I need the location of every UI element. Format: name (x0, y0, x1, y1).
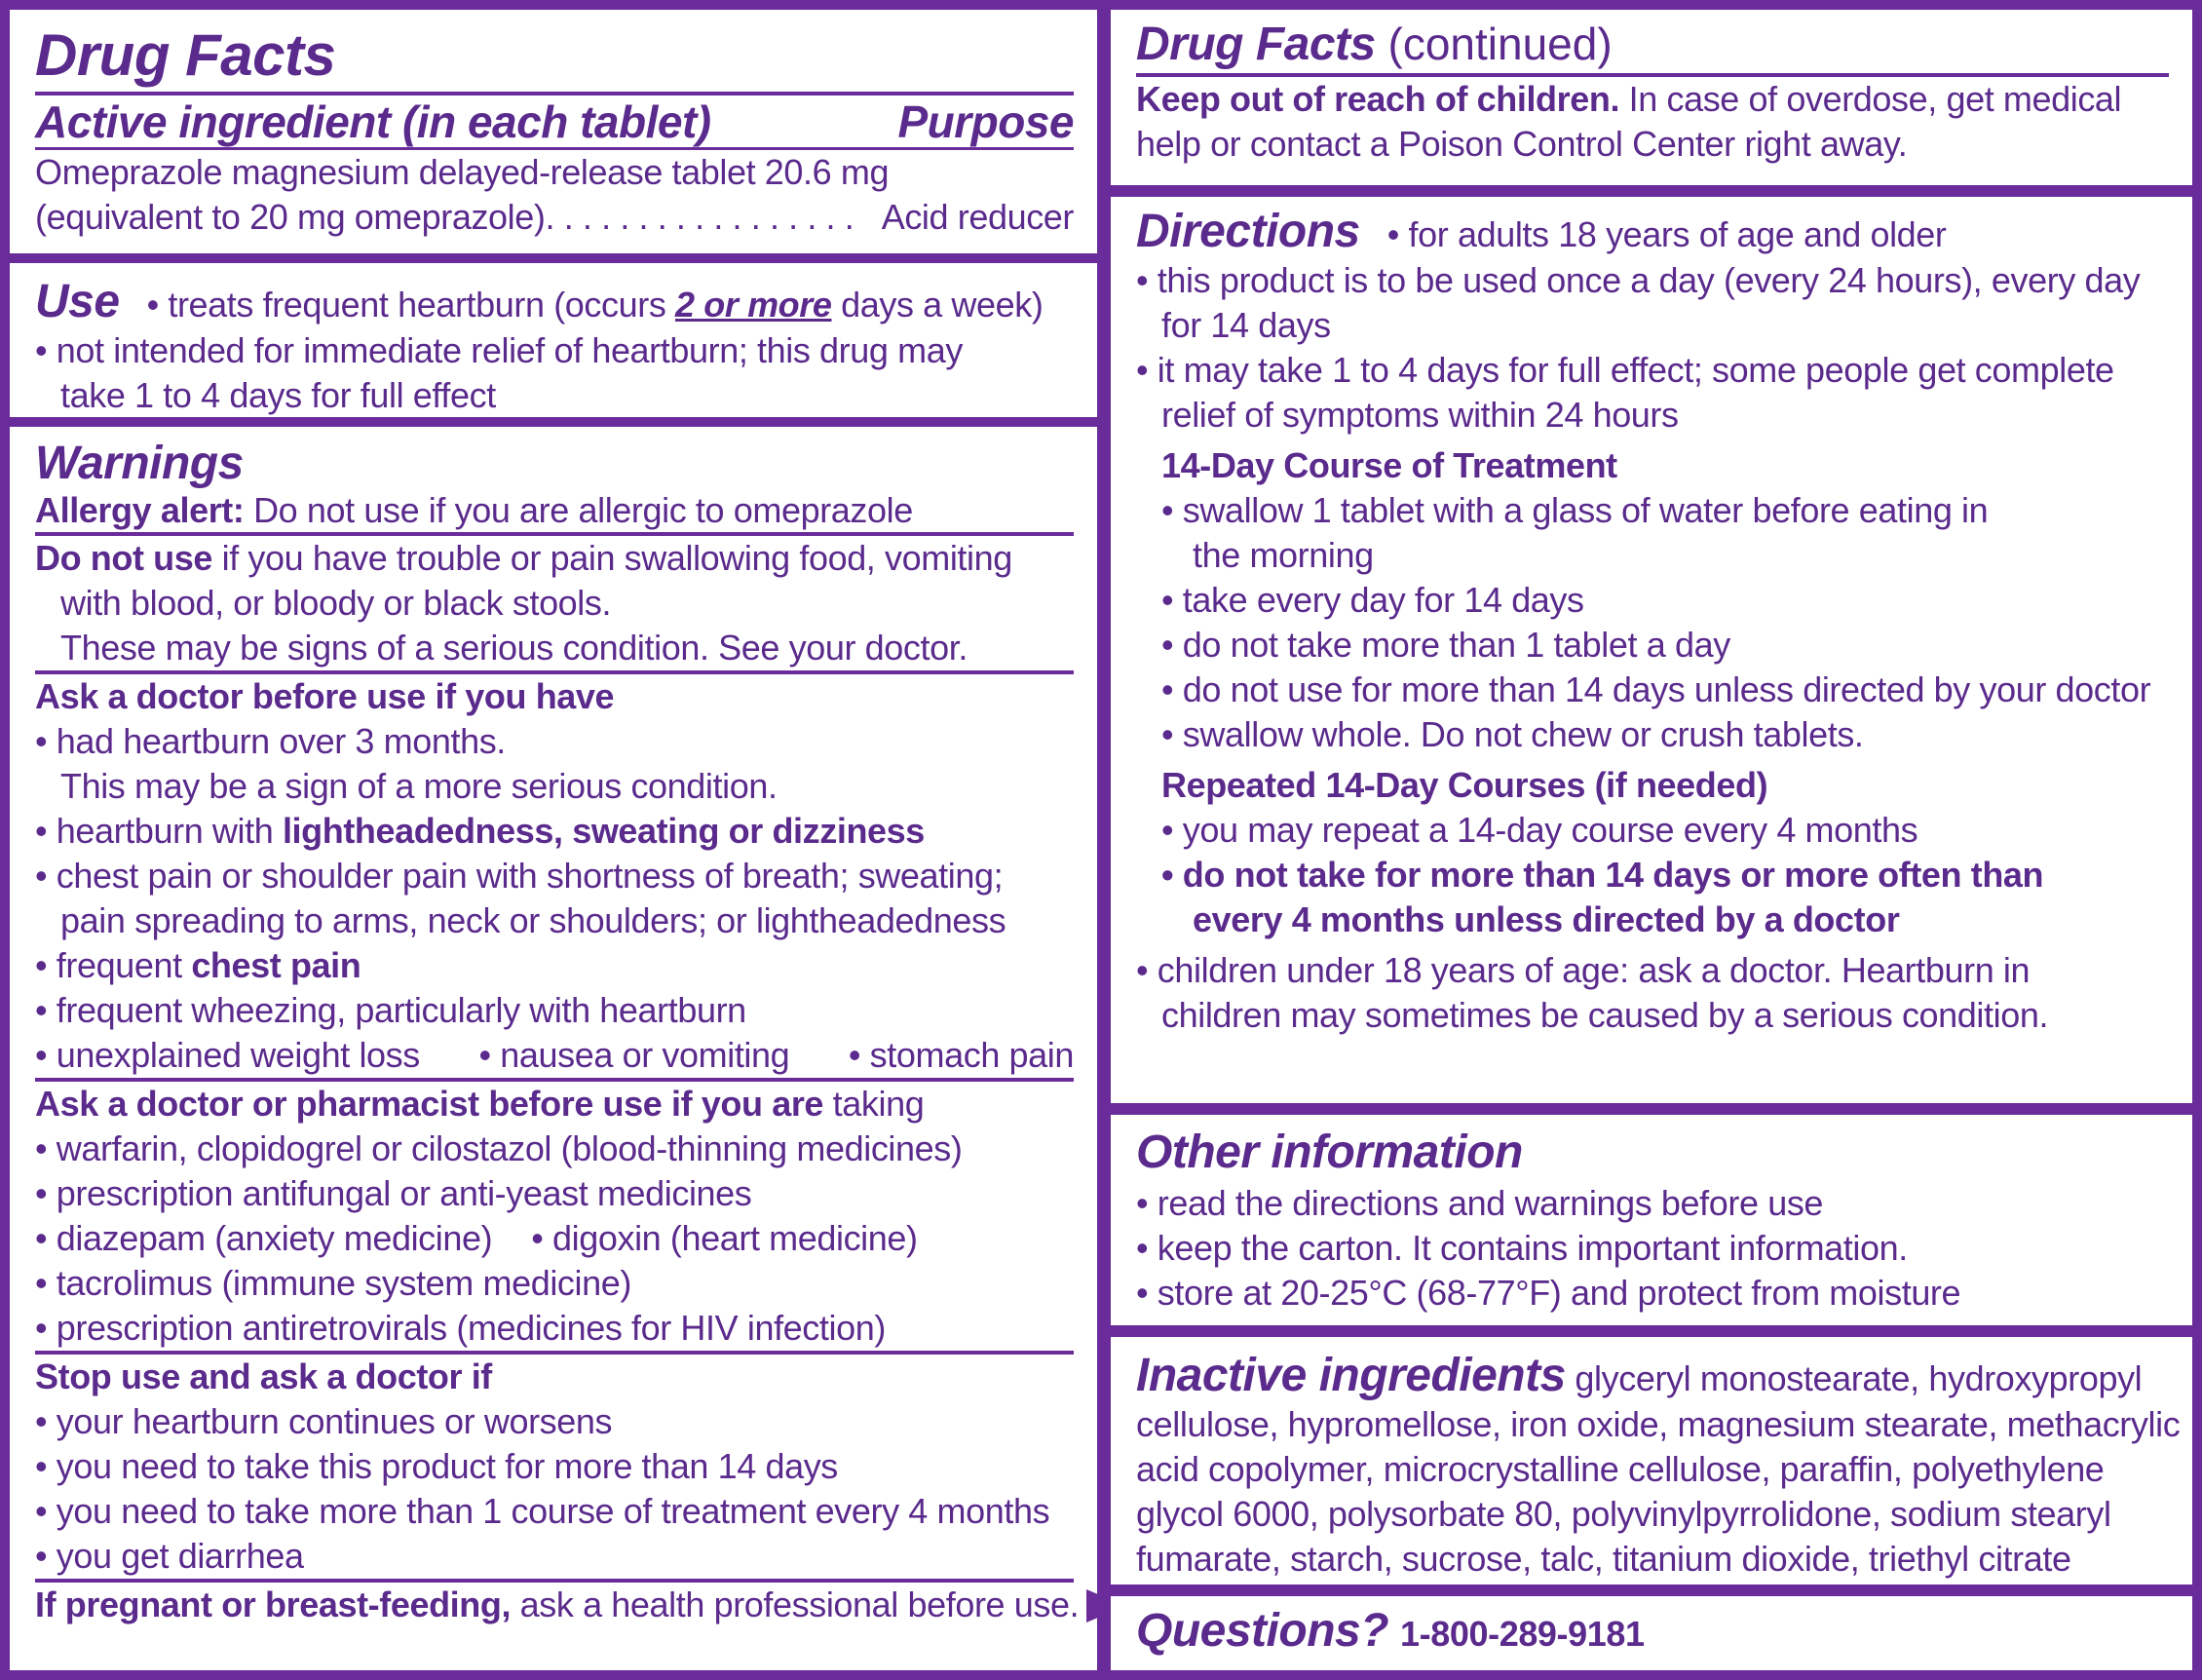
children-item: children may sometimes be caused by a serious condition. (1161, 994, 2049, 1035)
ask-doctor-item: pain spreading to arms, neck or shoulders; or lightheadedness (60, 900, 1006, 940)
keep-out-line-1: Keep out of reach of children. In case of overdose, get medical (1136, 78, 2122, 119)
use-line-2: • not intended for immediate relief of heartburn; this drug may (35, 329, 963, 370)
directions-title: Directions (1136, 206, 1360, 257)
inactive-line: fumarate, starch, sucrose, talc, titanium dioxide, triethyl citrate (1136, 1538, 2071, 1579)
ask-pharmacist-item: • prescription antifungal or anti-yeast medicines (35, 1173, 752, 1213)
warnings-panel (10, 427, 1097, 1670)
inactive-ingredients-title: Inactive ingredients (1136, 1350, 1566, 1401)
left-column (10, 10, 1097, 1670)
other-information-title: Other information (1136, 1126, 1523, 1178)
purpose-value: Acid reducer (881, 196, 1074, 237)
repeat-item: • you may repeat a 14-day course every 4 months (1161, 809, 1918, 850)
directions-item: for 14 days (1161, 304, 1331, 345)
ingredient-line-2 (35, 195, 1074, 240)
drug-facts-header-panel (10, 10, 1097, 253)
course-item: • swallow 1 tablet with a glass of water before eating in (1161, 489, 1989, 530)
stop-use-item: • your heartburn continues or worsens (35, 1401, 613, 1441)
ask-doctor-item: • chest pain or shoulder pain with shortness of breath; sweating; (35, 856, 1004, 896)
ask-pharmacist-heading: Ask a doctor or pharmacist before use if you are taking (35, 1084, 925, 1124)
repeat-item: • do not take for more than 14 days or more often than (1161, 854, 2044, 895)
ask-doctor-item: This may be a sign of a more serious condition. (60, 766, 778, 806)
course-item: • do not use for more than 14 days unless directed by your doctor (1161, 668, 2151, 709)
other-information-item: • keep the carton. It contains important information. (1136, 1228, 1908, 1268)
children-item: • children under 18 years of age: ask a doctor. Heartburn in (1136, 949, 2031, 990)
continue-arrow-icon (1086, 1589, 1097, 1623)
purpose-heading: Purpose (897, 96, 1074, 147)
inactive-line: cellulose, hypromellose, iron oxide, magnesium stearate, methacrylic (1136, 1403, 2181, 1444)
continued-title-row (1136, 18, 2169, 77)
directions-title-row: Directions • for adults 18 years of age and older (1136, 206, 1947, 257)
ingredient-equivalent: (equivalent to 20 mg omeprazole) (35, 196, 546, 237)
drug-facts-title: Drug Facts (35, 23, 1074, 95)
continued-panel (1111, 10, 2192, 185)
right-column (1111, 10, 2192, 1670)
repeat-item: every 4 months unless directed by a doctor (1193, 898, 1900, 939)
ingredient-line-1: Omeprazole magnesium delayed-release tablet 20.6 mg (35, 147, 1074, 195)
repeat-heading: Repeated 14-Day Courses (if needed) (1161, 764, 1768, 805)
directions-panel (1111, 197, 2192, 1103)
course-item: • swallow whole. Do not chew or crush tablets. (1161, 713, 1864, 754)
stop-use-item: • you need to take more than 1 course of treatment every 4 months (35, 1491, 1050, 1531)
use-emphasis: 2 or more (675, 285, 832, 325)
ask-doctor-item: • had heartburn over 3 months. (35, 721, 506, 761)
use-panel (10, 263, 1097, 417)
ask-doctor-item: • heartburn with lightheadedness, sweating or dizziness (35, 811, 925, 851)
questions-row (1136, 1606, 2169, 1658)
active-ingredient-heading: Active ingredient (in each tablet) (35, 96, 711, 147)
directions-item: • this product is to be used once a day (every 24 hours), every day (1136, 259, 2141, 300)
directions-item: • it may take 1 to 4 days for full effect; some people get complete (1136, 349, 2114, 390)
stop-use-item: • you need to take this product for more than 14 days (35, 1446, 838, 1486)
course-heading: 14-Day Course of Treatment (1161, 444, 1617, 485)
use-line-3: take 1 to 4 days for full effect (60, 374, 496, 415)
stop-use-heading: Stop use and ask a doctor if (35, 1356, 492, 1396)
do-not-use-line-1: Do not use if you have trouble or pain swallowing food, vomiting (35, 538, 1012, 578)
ask-pharmacist-item: • diazepam (anxiety medicine) • digoxin (heart medicine) (35, 1218, 918, 1258)
other-information-item: • read the directions and warnings before use (1136, 1183, 1824, 1223)
ask-pharmacist-item: • prescription antiretrovirals (medicines for HIV infection) (35, 1306, 1074, 1355)
directions-item: relief of symptoms within 24 hours (1161, 394, 1679, 435)
course-item: • do not take more than 1 tablet a day (1161, 624, 1730, 665)
ask-pharmacist-item: • warfarin, clopidogrel or cilostazol (blood-thinning medicines) (35, 1128, 963, 1168)
continued-suffix: (continued) (1375, 19, 1613, 69)
pregnancy-warning: If pregnant or breast-feeding, ask a health professional before use. (35, 1583, 1074, 1627)
other-information-item: • store at 20-25°C (68-77°F) and protect from moisture (1136, 1273, 1961, 1313)
course-item: the morning (1193, 534, 1374, 575)
inactive-ingredients-panel (1111, 1337, 2192, 1585)
keep-out-line-2: help or contact a Poison Control Center right away. (1136, 123, 1908, 164)
questions-panel (1111, 1596, 2192, 1670)
warnings-title: Warnings (35, 438, 244, 489)
ask-doctor-item-row: • unexplained weight loss • nausea or vomiting • stomach pain (35, 1033, 1074, 1082)
inactive-line: acid copolymer, microcrystalline cellulose, paraffin, polyethylene (1136, 1448, 2105, 1489)
other-information-panel (1111, 1115, 2192, 1325)
stop-use-item: • you get diarrhea (35, 1534, 1074, 1583)
use-title: Use (35, 276, 120, 327)
course-item: • take every day for 14 days (1161, 579, 1584, 620)
do-not-use-line-2: with blood, or bloody or black stools. (60, 583, 612, 623)
inactive-line: glycol 6000, polysorbate 80, polyvinylpyrrolidone, sodium stearyl (1136, 1493, 2111, 1534)
leader-dots: . . . . . . . . . . . . . . . . . (545, 196, 854, 237)
inactive-line-1: Inactive ingredients glyceryl monostearate, hydroxypropyl (1136, 1350, 2143, 1401)
ask-doctor-heading: Ask a doctor before use if you have (35, 676, 615, 716)
use-line-1: Use • treats frequent heartburn (occurs 2 or more days a week) (35, 276, 1044, 327)
allergy-alert: Allergy alert: Do not use if you are allergic to omeprazole (35, 489, 1074, 536)
ask-doctor-item: • frequent wheezing, particularly with heartburn (35, 990, 746, 1030)
do-not-use-line-3: These may be signs of a serious condition. See your doctor. (35, 626, 1074, 674)
ask-pharmacist-item: • tacrolimus (immune system medicine) (35, 1263, 631, 1303)
active-ingredient-heading-row (35, 97, 1074, 147)
continued-title: Drug Facts (1136, 19, 1376, 70)
questions-phone: 1-800-289-9181 (1400, 1614, 1645, 1654)
questions-title: Questions? (1136, 1605, 1389, 1657)
ask-doctor-item: • frequent chest pain (35, 945, 361, 985)
